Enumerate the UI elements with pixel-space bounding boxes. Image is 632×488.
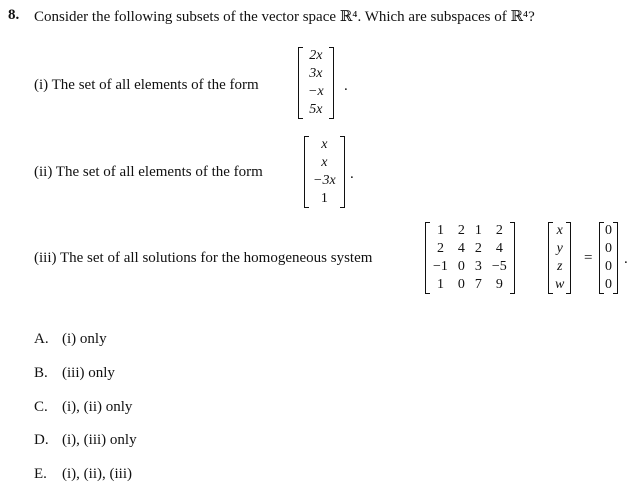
period: . <box>344 78 348 94</box>
part-i-label: (i) The set of all elements of the form <box>34 77 259 93</box>
option-d[interactable]: D. (i), (iii) only <box>34 432 137 448</box>
variable-vector: x y z w <box>548 222 571 294</box>
option-a[interactable]: A. (i) only <box>34 331 107 347</box>
option-e[interactable]: E. (i), (ii), (iii) <box>34 466 132 482</box>
part-ii-label: (ii) The set of all elements of the form <box>34 164 263 180</box>
option-b[interactable]: B. (iii) only <box>34 365 115 381</box>
equals-sign: = <box>584 250 593 266</box>
part-ii-vector: x x −3x 1 <box>304 136 345 208</box>
period: . <box>624 251 628 267</box>
part-i-vector: 2x 3x −x 5x <box>298 47 334 119</box>
coefficient-matrix: 1 2 1 2 2 4 2 4 −1 0 3 −5 1 0 7 9 <box>425 222 515 294</box>
question-text: Consider the following subsets of the vector space ℝ⁴. Which are subspaces of ℝ⁴? <box>34 9 535 25</box>
period: . <box>350 166 354 182</box>
question-number: 8. <box>8 7 20 23</box>
part-iii-label: (iii) The set of all solutions for the homogeneous system <box>34 250 373 266</box>
option-c[interactable]: C. (i), (ii) only <box>34 399 133 415</box>
zero-vector: 0 0 0 0 <box>599 222 618 294</box>
